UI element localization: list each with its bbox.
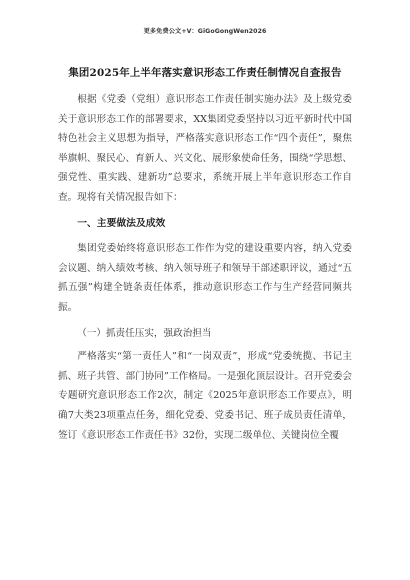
- intro-paragraph: 根据《党委（党组）意识形态工作责任制实施办法》及上级党委关于意识形态工作的部署要求，XX集团党委坚持以习近平新时代中国特色社会主义思想为指导，严格落实意识形态工作“四个责任”，聚焦举旗帜、聚民心、育新人、兴文化、展形象使命任务，围绕“学思想、强党性、重实践、建新功”总要求，系统开展上半年意识形态工作自查。现将有关情况报告如下：: [58, 94, 352, 203]
- section-1-paragraph: 集团党委始终将意识形态工作作为党的建设重要内容，纳入党委会议题、纳入绩效考核、纳入领导班子和领导干部述职评议，通过“五抓五强”构建全链条责任体系，推动意识形态工作与生产经营同频共振。: [58, 243, 352, 313]
- document-title: 集团2025年上半年落实意识形态工作责任制情况自查报告: [68, 67, 342, 79]
- subsection-heading-1: （一）抓责任压实，强政治担当: [77, 327, 212, 339]
- subsection-1-paragraph: 严格落实“第一责任人”和“一岗双责”，形成“党委统揽、书记主抓、班子共管、部门协同”工作格局。一是强化顶层设计。召开党委会专题研究意识形态工作2次，制定《2025年意识形态工作要点》，明确7大类23项重点任务，细化党委、党委书记、班子成员责任清单，签订《意识形态工作责任书》32份，实现二级单位、关键岗位全覆: [58, 351, 352, 441]
- header-note: 更多免费公文+V：GiGoGongWen2026: [143, 28, 267, 35]
- document-body: [58, 90, 352, 445]
- section-heading-1: 一、主要做法及成效: [77, 217, 166, 229]
